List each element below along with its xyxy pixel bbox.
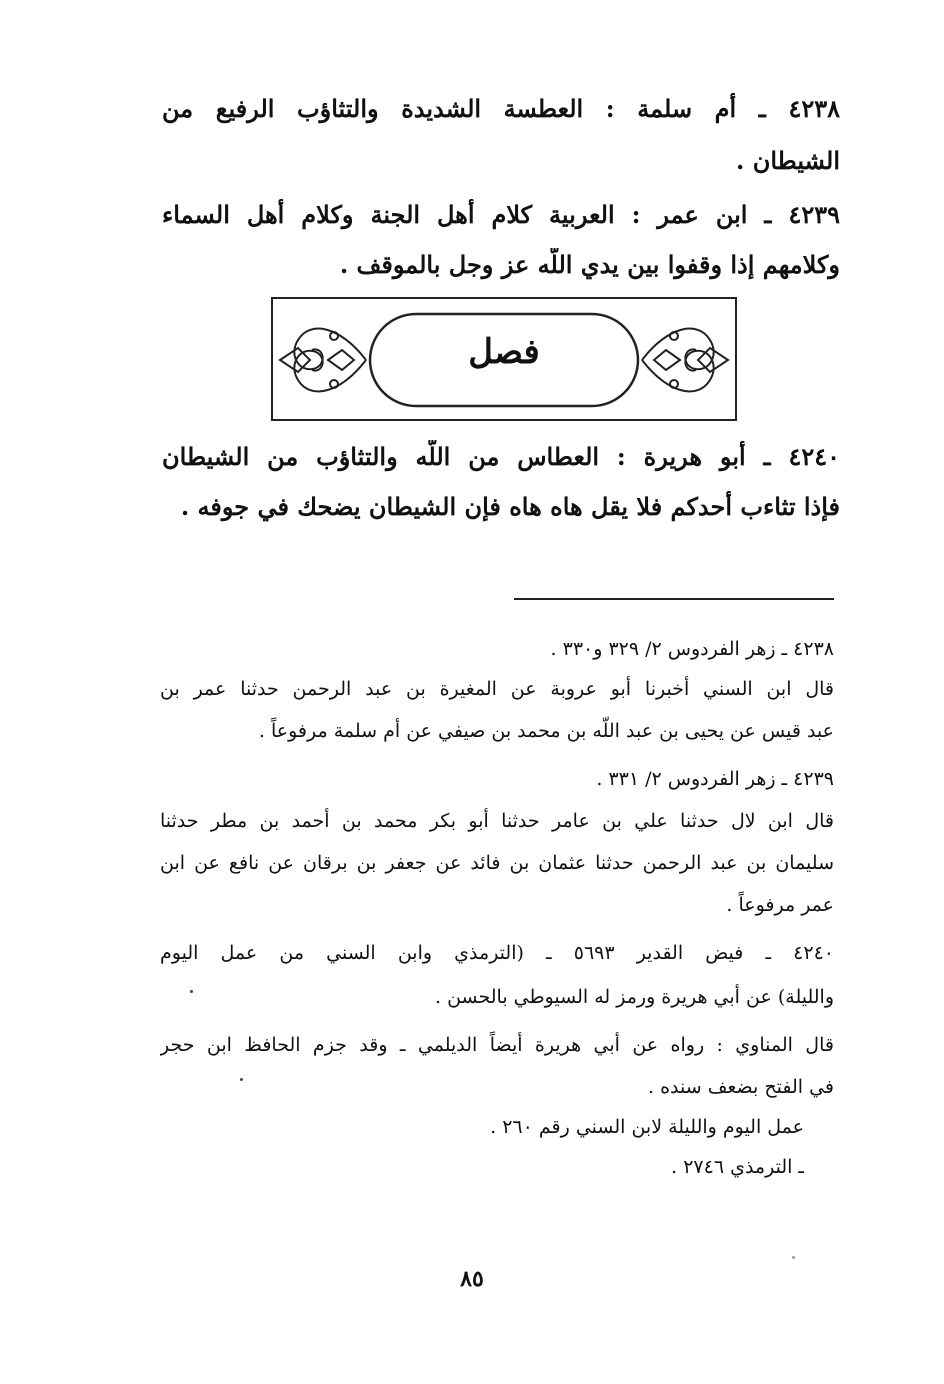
- footnote-4238-line-2: قال ابن السني أخبرنا أبو عروبة عن المغيرة بن عبد الرحمن حدثنا عمر بن: [160, 678, 834, 700]
- footnote-munawi-line-1: قال المناوي : رواه عن أبي هريرة أيضاً الديلمي ـ وقد جزم الحافظ ابن حجر: [160, 1034, 834, 1056]
- entry-4240-line-1: ٤٢٤٠ ـ أبو هريرة : العطاس من اللّه والتثاؤب من الشيطان: [162, 442, 840, 471]
- footnote-4238-line-1: ٤٢٣٨ ـ زهر الفردوس ٢/ ٣٢٩ و٣٣٠ .: [550, 638, 834, 660]
- entry-4240-line-2: فإذا تثاءب أحدكم فلا يقل هاه هاه فإن الشيطان يضحك في جوفه .: [180, 492, 840, 521]
- footnote-reference-1: عمل اليوم والليلة لابن السني رقم ٢٦٠ .: [490, 1116, 804, 1138]
- footnote-separator: [514, 598, 834, 600]
- entry-4238-line-2: الشيطان .: [736, 146, 840, 175]
- footnote-4239-line-1: ٤٢٣٩ ـ زهر الفردوس ٢/ ٣٣١ .: [596, 768, 834, 790]
- footnote-4240-line-2: والليلة) عن أبي هريرة ورمز له السيوطي بالحسن .: [435, 986, 834, 1008]
- section-heading-frame: [270, 296, 738, 422]
- footnote-4239-line-4: عمر مرفوعاً .: [726, 894, 834, 916]
- section-title: فصل: [468, 332, 540, 372]
- entry-4239-line-1: ٤٢٣٩ ـ ابن عمر : العربية كلام أهل الجنة وكلام أهل السماء: [162, 200, 840, 229]
- page-number: ٨٥: [460, 1266, 484, 1292]
- footnote-munawi-line-2: في الفتح بضعف سنده .: [648, 1076, 834, 1098]
- scan-speck: [240, 1078, 243, 1081]
- scan-speck: [792, 1256, 795, 1259]
- scan-speck: [190, 990, 193, 993]
- entry-4239-line-2: وكلامهم إذا وقفوا بين يدي اللّه عز وجل بالموقف .: [339, 250, 840, 279]
- footnote-reference-2: ـ الترمذي ٢٧٤٦ .: [671, 1156, 804, 1178]
- footnote-4240-line-1: ٤٢٤٠ ـ فيض القدير ٥٦٩٣ ـ (الترمذي وابن السني من عمل اليوم: [160, 942, 834, 964]
- footnote-4239-line-3: سليمان بن عبد الرحمن حدثنا عثمان بن فائد عن جعفر بن برقان عن نافع عن ابن: [160, 852, 834, 874]
- entry-4238-line-1: ٤٢٣٨ ـ أم سلمة : العطسة الشديدة والتثاؤب الرفيع من: [162, 94, 840, 123]
- footnote-4239-line-2: قال ابن لال حدثنا علي بن عامر حدثنا أبو بكر محمد بن أحمد بن مطر حدثنا: [160, 810, 834, 832]
- footnote-4238-line-3: عبد قيس عن يحيى بن عبد اللّه بن محمد بن صيفي عن أم سلمة مرفوعاً .: [258, 720, 834, 742]
